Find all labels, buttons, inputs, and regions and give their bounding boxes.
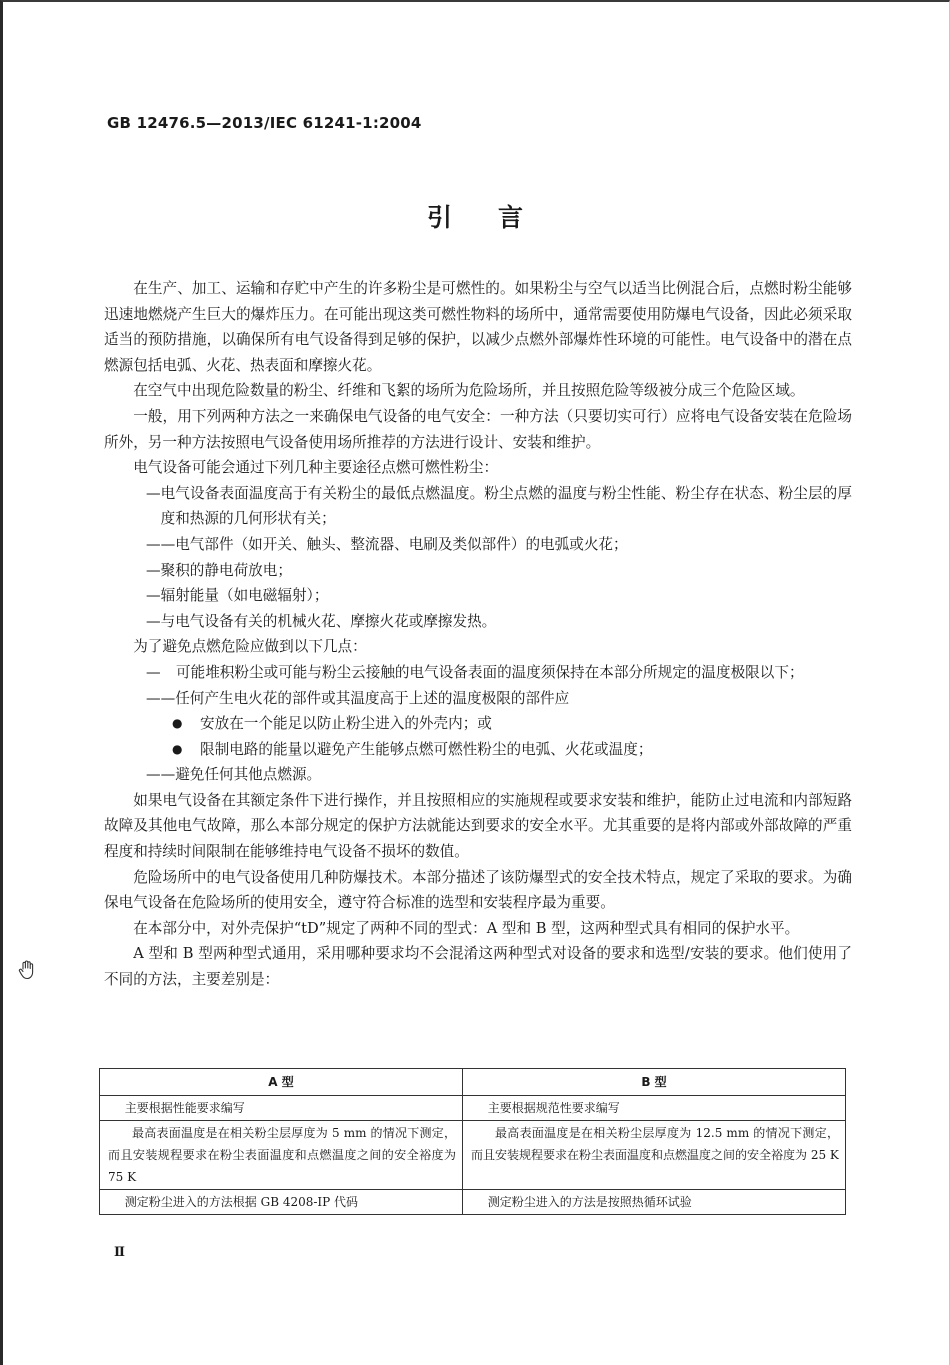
table-cell: 主要根据规范性要求编写: [463, 1096, 846, 1121]
list-item-text: 避免任何其他点燃源。: [175, 766, 322, 784]
dash-marker: ——: [146, 535, 176, 553]
ignition-list-item: [104, 609, 852, 635]
page-number: Ⅱ: [114, 1245, 125, 1260]
paragraph-6: 危险场所中的电气设备使用几种防爆技术。本部分描述了该防爆型式的安全技术特点，规定了采取的要求。为确保电气设备在危险场所的使用安全，遵守符合标准的选型和安装程序最为重要。: [104, 868, 852, 912]
list-item-text: 安放在一个能足以防止粉尘进入的外壳内；或: [200, 715, 492, 733]
body-text: [104, 276, 852, 993]
prevention-list-item: [104, 686, 852, 712]
list-item-text: 聚积的静电荷放电；: [160, 561, 292, 579]
table-cell: 最高表面温度是在相关粉尘层厚度为 12.5 mm 的情况下测定，而且安装规程要求在粉尘表面温度和点燃温度之间的安全裕度为 25 K: [463, 1121, 846, 1190]
table-cell: 最高表面温度是在相关粉尘层厚度为 5 mm 的情况下测定，而且安装规程要求在粉尘表面温度和点燃温度之间的安全裕度为 75 K: [100, 1121, 463, 1190]
list-item-text: 限制电路的能量以避免产生能够点燃可燃性粉尘的电弧、火花或温度；: [200, 740, 653, 758]
comparison-table: [99, 1068, 846, 1215]
list-item-text: 可能堆积粉尘或可能与粉尘云接触的电气设备表面的温度须保持在本部分所规定的温度极限以下；: [176, 663, 804, 681]
table-row: [100, 1190, 846, 1215]
bullet-list-item: [104, 737, 852, 763]
table-row: [100, 1121, 846, 1190]
bullet-list-item: [104, 711, 852, 737]
list-item-text: 电气设备表面温度高于有关粉尘的最低点燃温度。粉尘点燃的温度与粉尘性能、粉尘存在状态、粉尘层的厚度和热源的几何形状有关；: [160, 484, 852, 528]
paragraph-8: A 型和 B 型两种型式通用，采用哪种要求均不会混淆这两种型式对设备的要求和选型/安装的要求。他们使用了不同的方法，主要差别是：: [104, 945, 852, 989]
bullet-icon: ●: [172, 716, 183, 731]
paragraph-2: 在空气中出现危险数量的粉尘、纤维和飞絮的场所为危险场所，并且按照危险等级被分成三个危险区域。: [133, 382, 805, 400]
dash-marker: —: [146, 484, 161, 502]
prevention-list-item: [104, 660, 852, 686]
standard-number-header: GB 12476.5—2013/IEC 61241-1:2004: [107, 114, 422, 132]
prevention-intro: 为了避免点燃危险应做到以下几点：: [133, 638, 367, 656]
dash-marker: —: [146, 612, 161, 630]
ignition-list-item: [104, 532, 852, 558]
bullet-icon: ●: [172, 741, 183, 756]
list-item-text: 电气部件（如开关、触头、整流器、电刷及类似部件）的电弧或火花；: [175, 535, 628, 553]
table-cell: 测定粉尘进入的方法是按照热循环试验: [463, 1190, 846, 1215]
table-header-row: [100, 1069, 846, 1096]
dash-marker: ——: [146, 766, 176, 784]
table-row: [100, 1096, 846, 1121]
paragraph-5: 如果电气设备在其额定条件下进行操作，并且按照相应的实施规程或要求安装和维护，能防止过电流和内部短路故障及其他电气故障，那么本部分规定的保护方法就能达到要求的安全水平。尤其重要的是将内部或外部故障的严重程度和持续时间限制在能够维持电气设备不损坏的数值。: [104, 791, 852, 861]
paragraph-7: 在本部分中，对外壳保护“tD”规定了两种不同的型式：A 型和 B 型，这两种型式具有相同的保护水平。: [133, 919, 800, 937]
paragraph-3: 一般，用下列两种方法之一来确保电气设备的电气安全：一种方法（只要切实可行）应将电气设备安装在危险场所外，另一种方法按照电气设备使用场所推荐的方法进行设计、安装和维护。: [104, 407, 852, 451]
hand-cursor-icon: [18, 960, 36, 985]
table-cell: 测定粉尘进入的方法根据 GB 4208-IP 代码: [100, 1190, 463, 1215]
ignition-list-item: [104, 558, 852, 584]
dash-marker: —: [146, 587, 161, 605]
column-header-type-b: B 型: [463, 1069, 846, 1096]
column-header-type-a: A 型: [100, 1069, 463, 1096]
list-item-text: 任何产生电火花的部件或其温度高于上述的温度极限的部件应: [175, 689, 570, 707]
list-item-text: 与电气设备有关的机械火花、摩擦火花或摩擦发热。: [160, 612, 497, 630]
table-cell: 主要根据性能要求编写: [100, 1096, 463, 1121]
ignition-list-item: [104, 481, 852, 532]
dash-marker: —: [146, 663, 161, 681]
dash-marker: —: [146, 561, 161, 579]
dash-marker: ——: [146, 689, 176, 707]
ignition-list-item: [104, 583, 852, 609]
list-item-text: 辐射能量（如电磁辐射）；: [160, 587, 329, 605]
hand-cursor-icon-graphic: [18, 960, 36, 980]
paragraph-1: 在生产、加工、运输和存贮中产生的许多粉尘是可燃性的。如果粉尘与空气以适当比例混合后，点燃时粉尘能够迅速地燃烧产生巨大的爆炸压力。在可能出现这类可燃性物料的场所中，通常需要使用防爆电气设备，因此必须采取适当的预防措施，以确保所有电气设备得到足够的保护，以减少点燃外部爆炸性环境的可能性。电气设备中的潜在点燃源包括电弧、火花、热表面和摩擦火花。: [104, 280, 852, 374]
prevention-list-item: [104, 762, 852, 788]
page-title: 引言: [426, 203, 569, 232]
paragraph-4: 电气设备可能会通过下列几种主要途径点燃可燃性粉尘：: [133, 459, 499, 477]
